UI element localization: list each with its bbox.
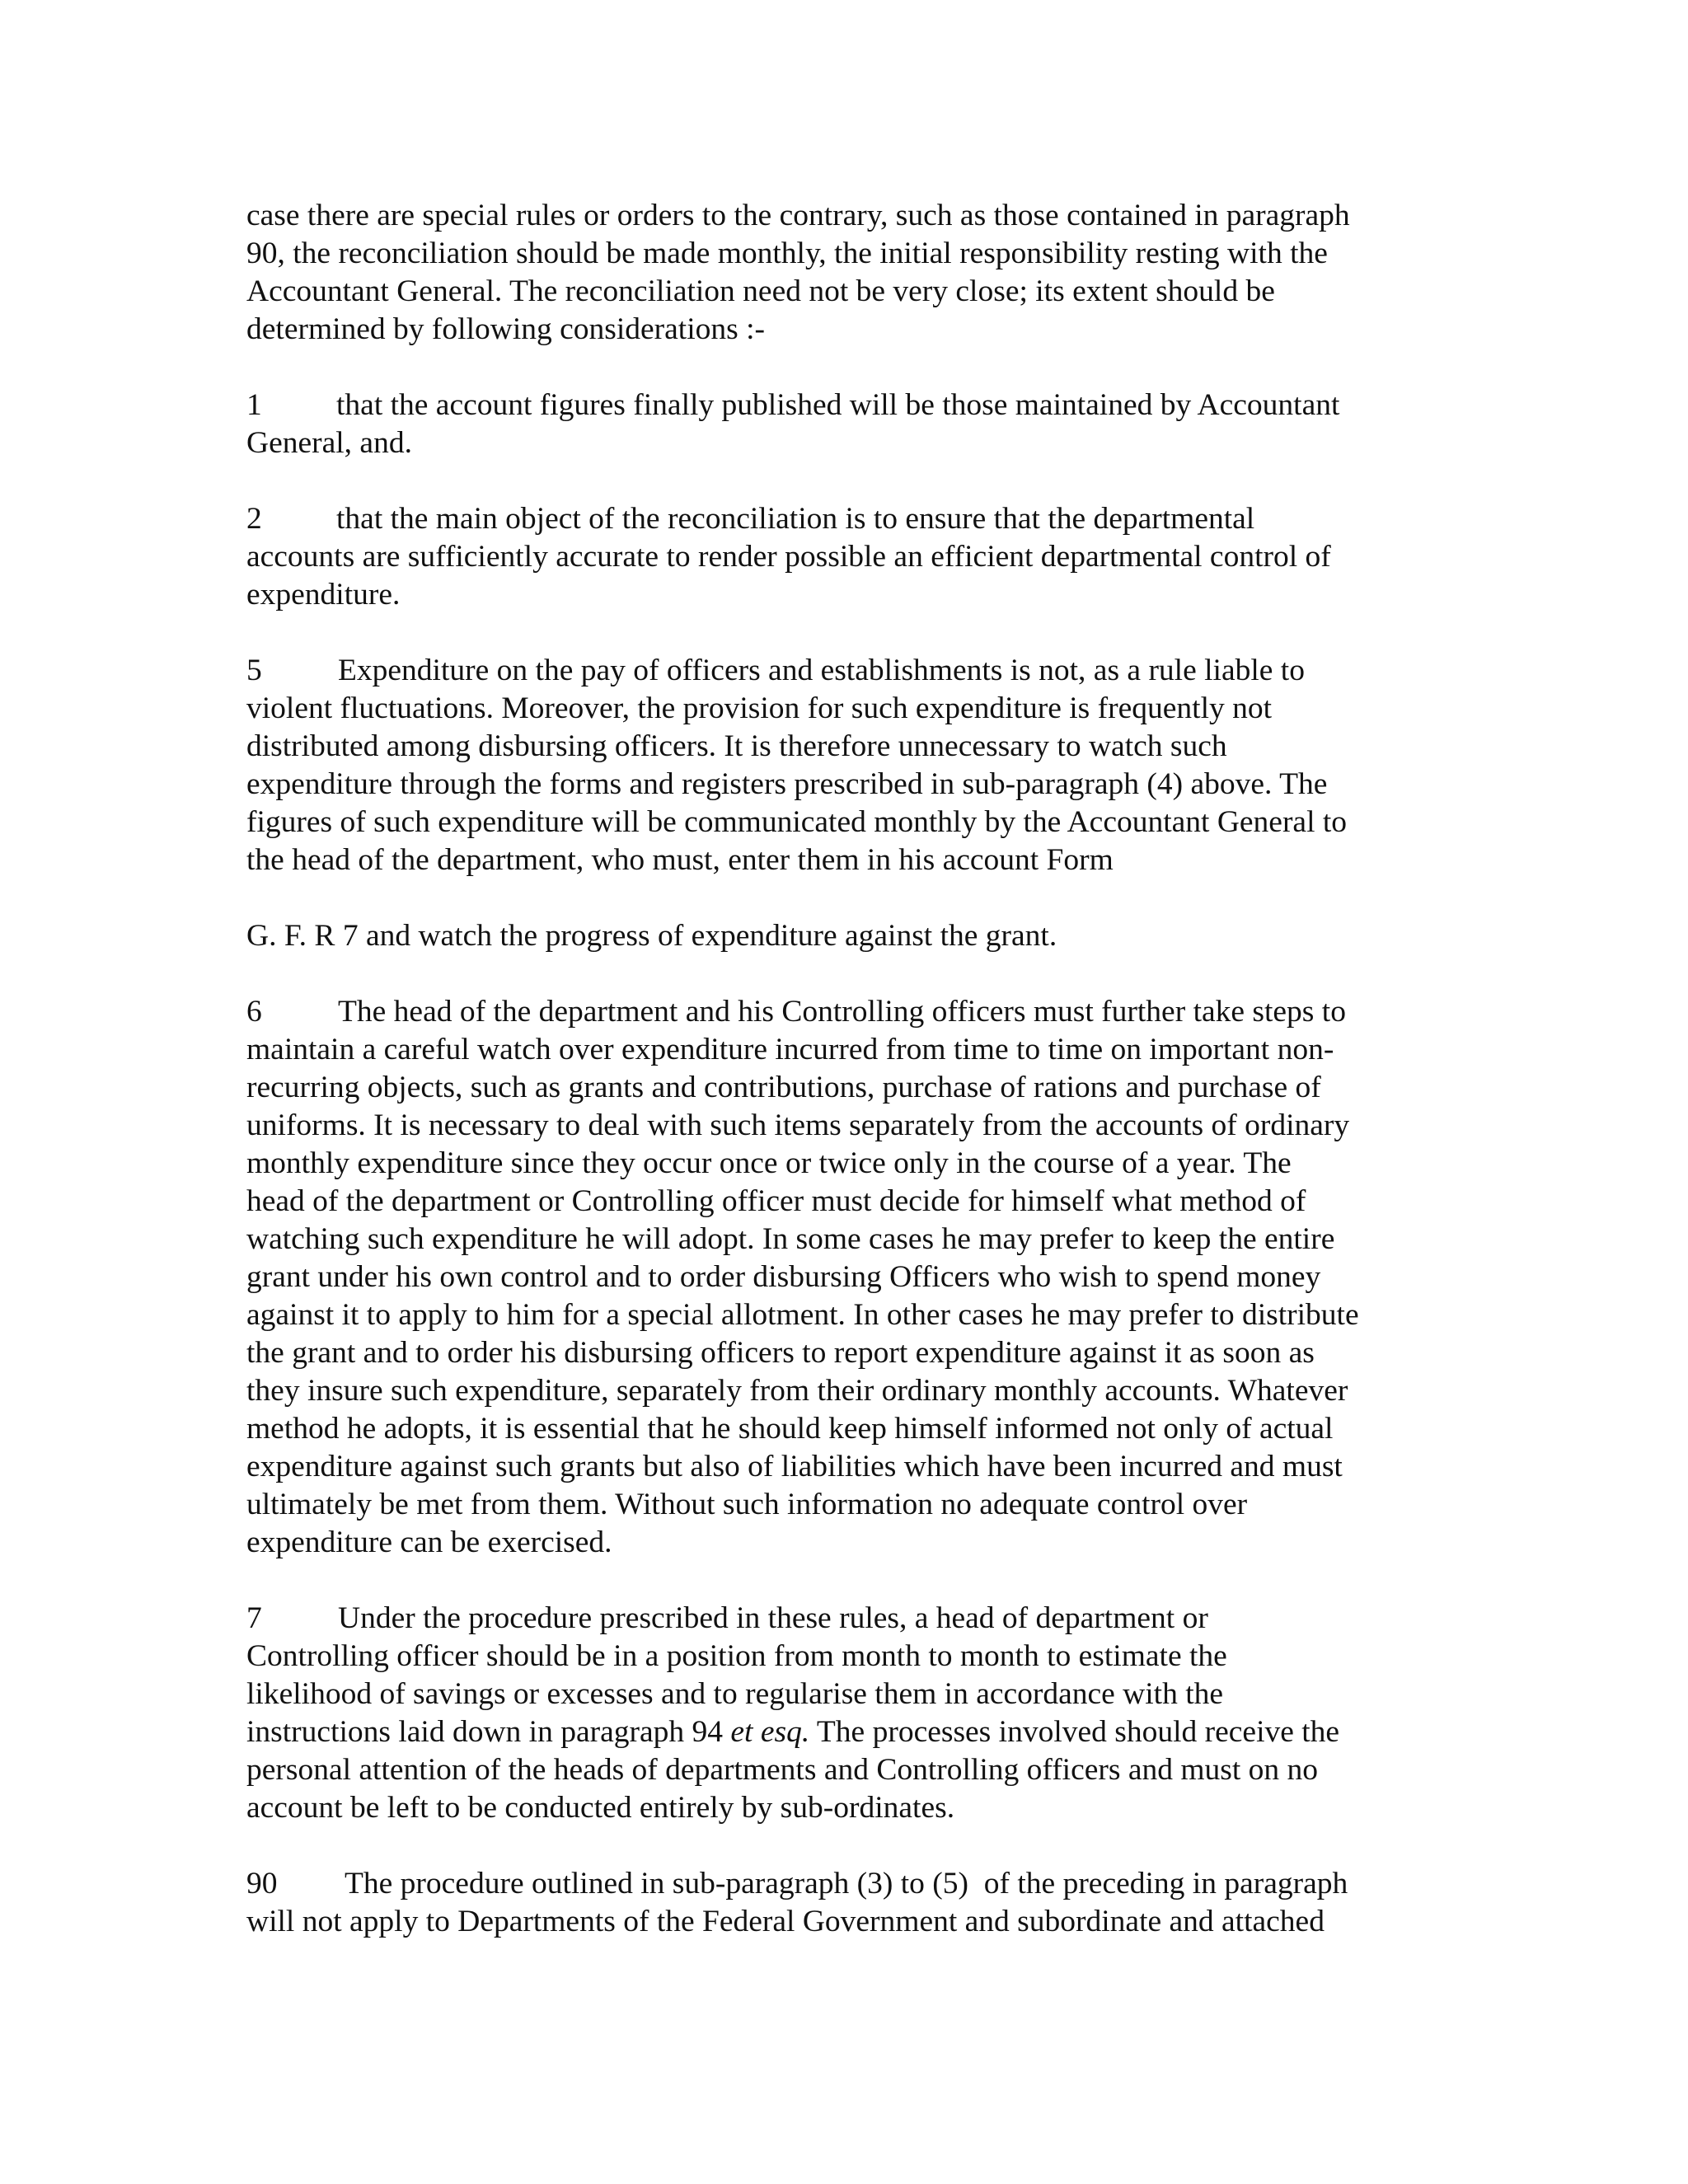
text-line: watching such expenditure he will adopt. In some cases he may prefer to keep the entire bbox=[246, 1222, 1335, 1256]
text-line bbox=[246, 500, 1450, 538]
text-line: recurring objects, such as grants and contributions, purchase of rations and purchase of bbox=[246, 1071, 1321, 1104]
text-line: monthly expenditure since they occur once or twice only in the course of a year. The bbox=[246, 1146, 1292, 1180]
item-text: The head of the department and his Controlling officers must further take steps to bbox=[338, 995, 1346, 1029]
text-line bbox=[246, 1600, 1450, 1638]
text-segment: instructions laid down in paragraph 94 bbox=[246, 1715, 731, 1749]
paragraph-gap bbox=[246, 462, 1450, 500]
item-text: that the main object of the reconciliation is to ensure that the departmental bbox=[336, 502, 1255, 536]
intro-paragraph bbox=[246, 197, 1450, 349]
consideration-2 bbox=[246, 500, 1450, 614]
paragraph-gap bbox=[246, 349, 1450, 387]
text-line: grant under his own control and to order disbursing Officers who wish to spend money bbox=[246, 1260, 1321, 1294]
text-line: violent fluctuations. Moreover, the provision for such expenditure is frequently not bbox=[246, 691, 1273, 725]
text-line: General, and. bbox=[246, 426, 412, 460]
text-line: they insure such expenditure, separately from their ordinary monthly accounts. Whatever bbox=[246, 1374, 1348, 1408]
text-line bbox=[246, 993, 1450, 1031]
paragraph-gap bbox=[246, 1562, 1450, 1600]
text-line: accounts are sufficiently accurate to render possible an efficient departmental control of bbox=[246, 540, 1331, 574]
text-line: account be left to be conducted entirely by sub-ordinates. bbox=[246, 1791, 955, 1825]
paragraph-90 bbox=[246, 1865, 1450, 1941]
item-number: 7 bbox=[246, 1601, 262, 1635]
text-line: head of the department or Controlling officer must decide for himself what method of bbox=[246, 1184, 1306, 1218]
item-text: Expenditure on the pay of officers and establishments is not, as a rule liable to bbox=[338, 654, 1305, 687]
text-line: Accountant General. The reconciliation need not be very close; its extent should be bbox=[246, 274, 1275, 308]
text-line: expenditure through the forms and registers prescribed in sub-paragraph (4) above. The bbox=[246, 767, 1328, 801]
item-number: 6 bbox=[246, 995, 262, 1029]
text-line: distributed among disbursing officers. It is therefore unnecessary to watch such bbox=[246, 729, 1227, 763]
text-line bbox=[246, 652, 1450, 690]
sub-paragraph-7 bbox=[246, 1600, 1450, 1827]
sub-paragraph-5 bbox=[246, 652, 1450, 879]
text-line: ultimately be met from them. Without such information no adequate control over bbox=[246, 1488, 1248, 1521]
text-line: will not apply to Departments of the Federal Government and subordinate and attached bbox=[246, 1905, 1325, 1938]
consideration-1 bbox=[246, 387, 1450, 462]
text-line: expenditure against such grants but also of liabilities which have been incurred and must bbox=[246, 1450, 1343, 1483]
sub-paragraph-5-continuation bbox=[246, 917, 1450, 955]
item-text: Under the procedure prescribed in these rules, a head of department or bbox=[338, 1601, 1208, 1635]
item-number: 1 bbox=[246, 388, 262, 422]
text-line: figures of such expenditure will be communicated monthly by the Accountant General to bbox=[246, 805, 1348, 839]
item-text: that the account figures finally published will be those maintained by Accountant bbox=[336, 388, 1340, 422]
text-line: expenditure can be exercised. bbox=[246, 1526, 612, 1559]
text-line: determined by following considerations :- bbox=[246, 312, 766, 346]
text-line: maintain a careful watch over expenditure incurred from time to time on important non- bbox=[246, 1033, 1334, 1066]
text-line: personal attention of the heads of departments and Controlling officers and must on no bbox=[246, 1753, 1319, 1787]
paragraph-gap bbox=[246, 879, 1450, 917]
item-number: 2 bbox=[246, 502, 262, 536]
italic-text: et esq. bbox=[730, 1715, 810, 1749]
item-number: 5 bbox=[246, 654, 262, 687]
sub-paragraph-6 bbox=[246, 993, 1450, 1562]
text-line: the head of the department, who must, enter them in his account Form bbox=[246, 843, 1114, 877]
text-line: Controlling officer should be in a position from month to month to estimate the bbox=[246, 1639, 1227, 1673]
paragraph-gap bbox=[246, 955, 1450, 993]
item-number: 90 bbox=[246, 1867, 278, 1900]
text-line: likelihood of savings or excesses and to regularise them in accordance with the bbox=[246, 1677, 1224, 1711]
text-line: the grant and to order his disbursing officers to report expenditure against it as soon as bbox=[246, 1336, 1315, 1370]
text-line bbox=[246, 1865, 1450, 1903]
text-line: 90, the reconciliation should be made monthly, the initial responsibility resting with the bbox=[246, 237, 1328, 270]
text-line bbox=[246, 387, 1450, 424]
paragraph-gap bbox=[246, 614, 1450, 652]
document-page bbox=[246, 197, 1450, 1941]
text-line: G. F. R 7 and watch the progress of expenditure against the grant. bbox=[246, 919, 1057, 953]
text-segment: The processes involved should receive the bbox=[809, 1715, 1340, 1749]
paragraph-gap bbox=[246, 1827, 1450, 1865]
text-line: case there are special rules or orders to the contrary, such as those contained in paragraph bbox=[246, 199, 1350, 232]
text-line: against it to apply to him for a special allotment. In other cases he may prefer to distribute bbox=[246, 1298, 1359, 1332]
text-line bbox=[246, 1713, 1450, 1751]
text-line: method he adopts, it is essential that he should keep himself informed not only of actual bbox=[246, 1412, 1334, 1446]
text-line: expenditure. bbox=[246, 578, 401, 612]
text-line: uniforms. It is necessary to deal with such items separately from the accounts of ordinary bbox=[246, 1108, 1350, 1142]
item-text: The procedure outlined in sub-paragraph (3) to (5) of the preceding in paragraph bbox=[345, 1867, 1348, 1900]
